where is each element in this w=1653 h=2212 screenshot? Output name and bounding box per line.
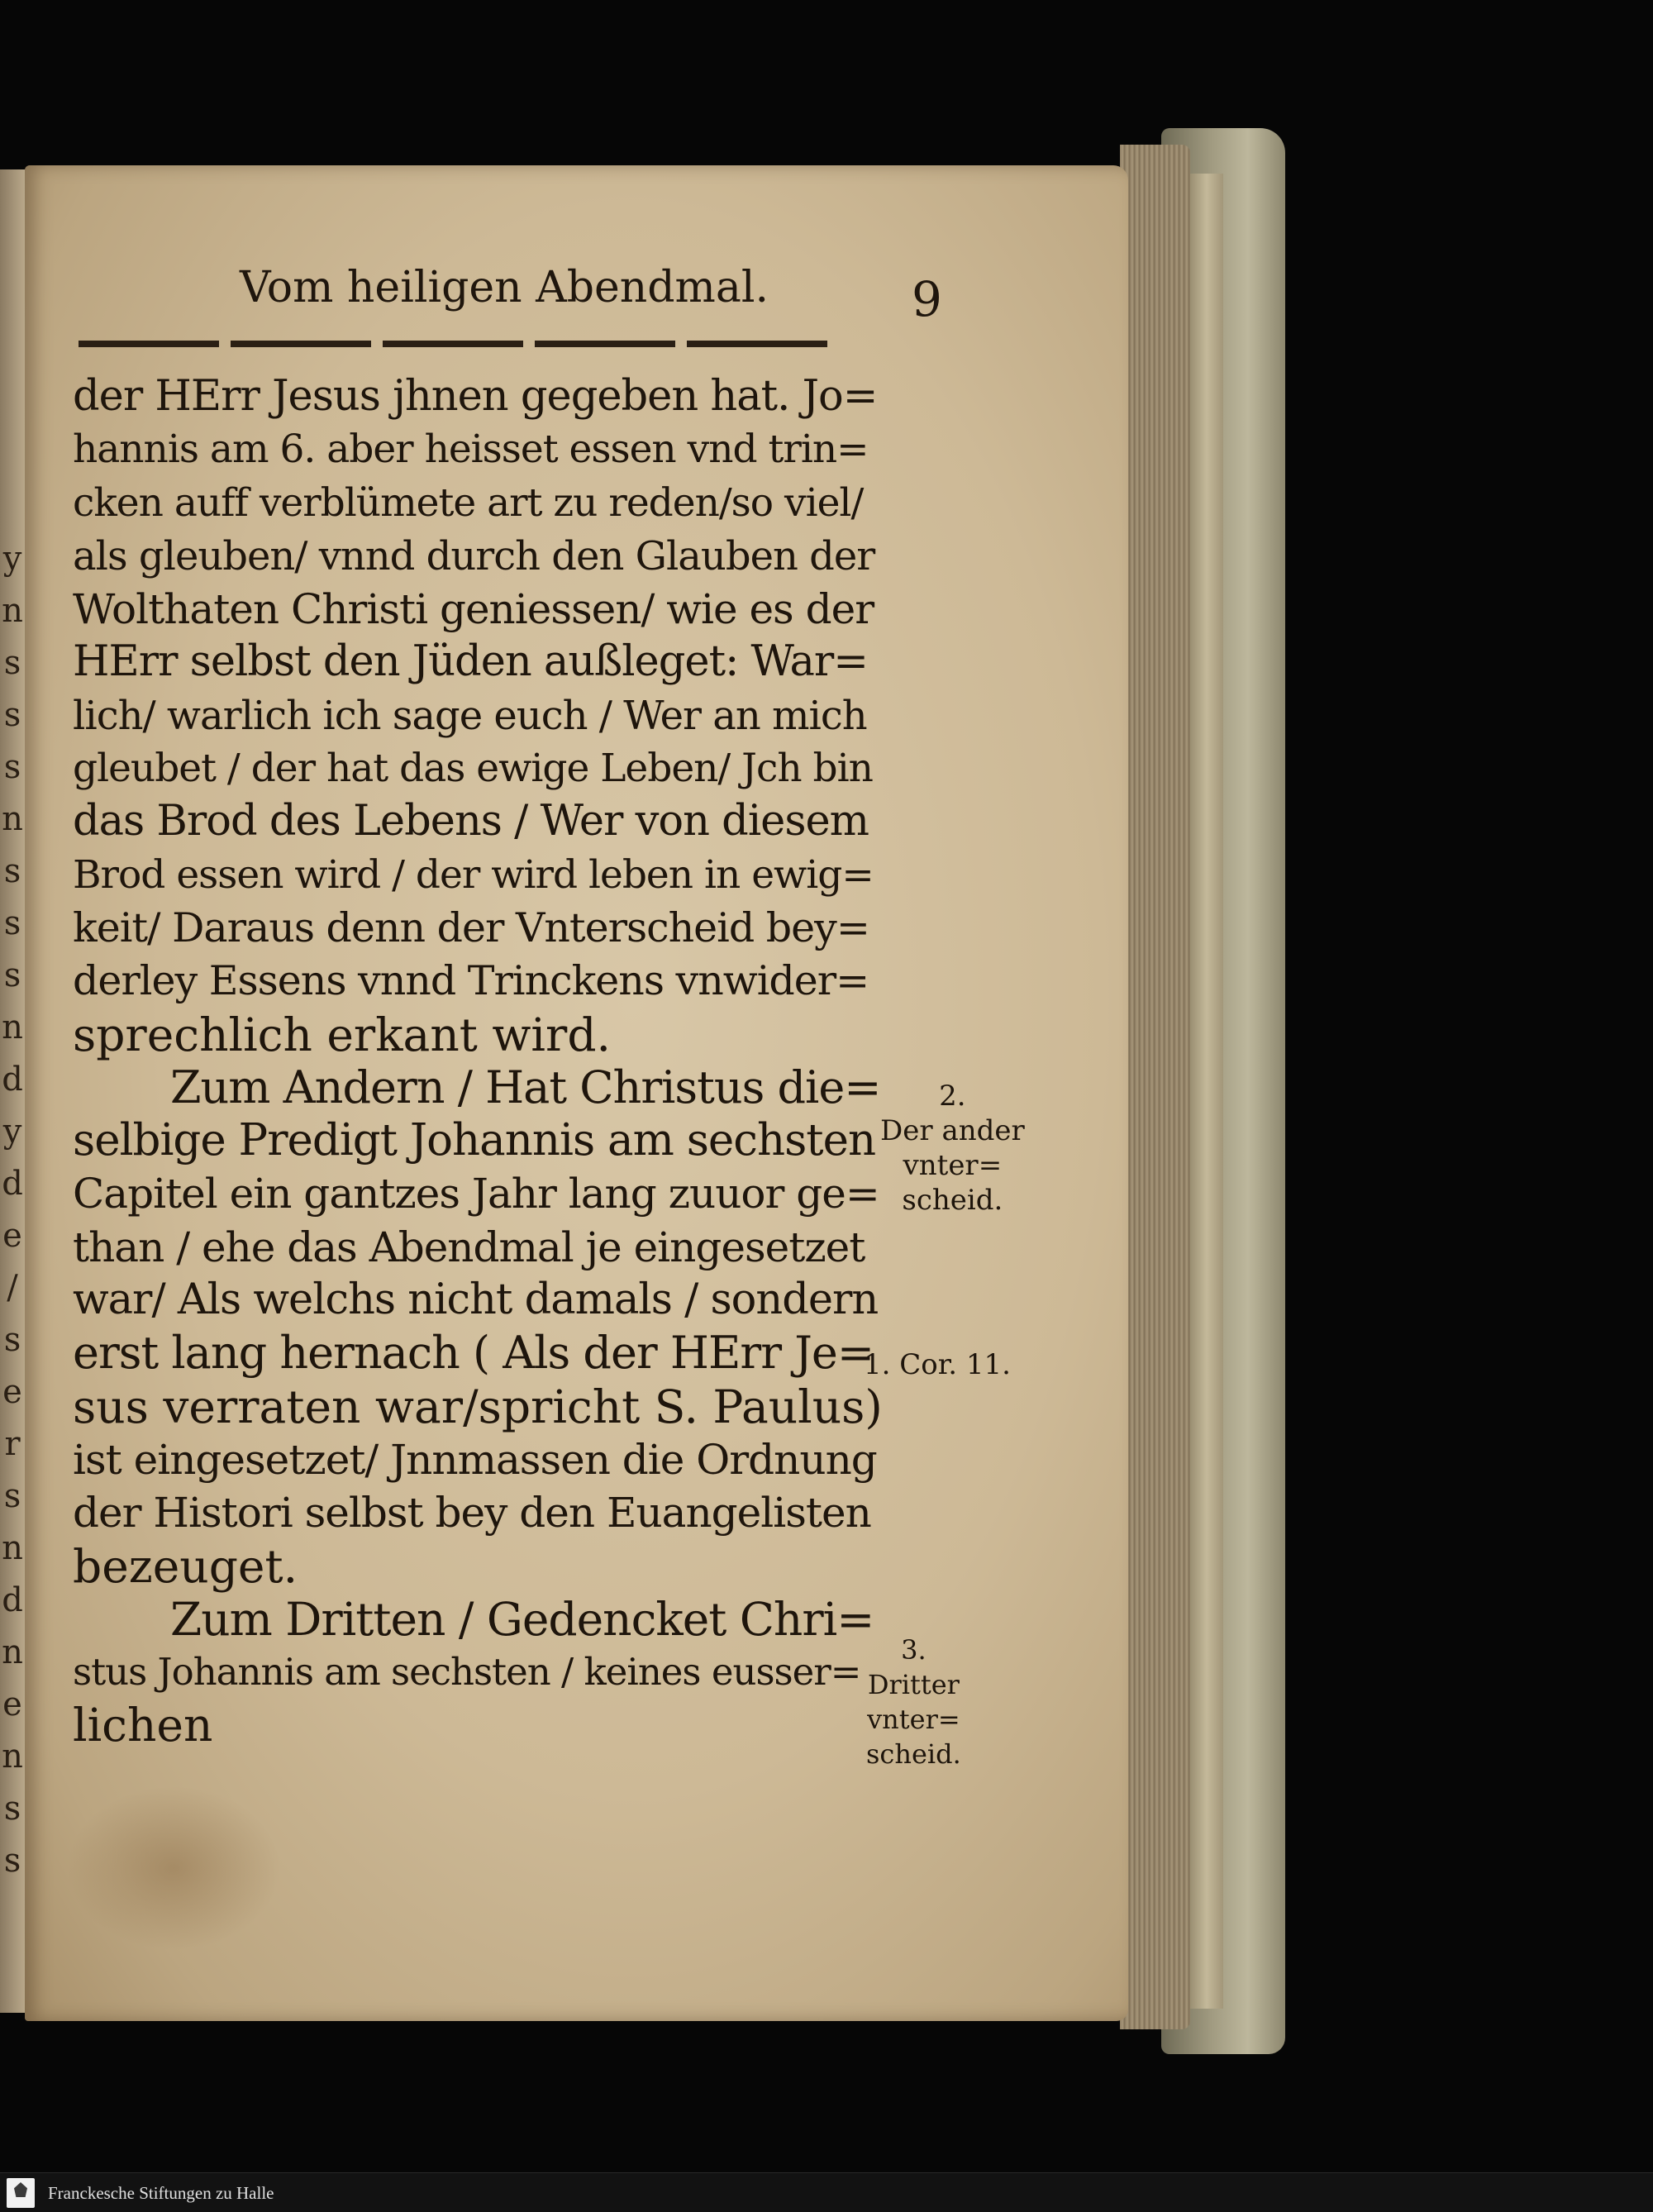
text-line: lichen [73, 1699, 213, 1752]
previous-page-fragment: s [3, 748, 21, 786]
text-line: hannis am 6. aber heisset essen vnd trin= [73, 427, 869, 473]
running-head: Vom heiligen Abendmal. [240, 263, 769, 312]
previous-page-fragment: d [2, 1061, 23, 1099]
text-line: Zum Dritten / Gedencket Chri= [170, 1592, 874, 1646]
previous-page-fragment: / [7, 1269, 18, 1307]
book-spine-strip [1190, 174, 1223, 2009]
previous-page-fragment: s [3, 956, 21, 994]
page-stain [66, 1785, 281, 1951]
text-line: stus Johannis am sechsten / keines eusser= [73, 1650, 861, 1695]
text-line: der HErr Jesus jhnen gegeben hat. Jo= [73, 372, 878, 421]
text-line: sus verraten war/spricht S. Paulus) [73, 1380, 883, 1433]
margin-note-der-ander-unterscheid: 2. Der ander vnter= scheid. [880, 1080, 1025, 1217]
footer-bar [0, 2172, 1653, 2212]
text-line: Brod essen wird / der wird leben in ewig= [73, 851, 874, 898]
text-line: ist eingesetzet/ Jnnmassen die Ordnung [73, 1435, 877, 1484]
page-number: 9 [912, 271, 942, 327]
text-line: der Histori selbst bey den Euangelisten [73, 1489, 871, 1537]
previous-page-fragment: d [2, 1581, 23, 1619]
text-line: derley Essens vnnd Trinckens vnwider= [73, 957, 869, 1005]
previous-page-fragment: e [2, 1217, 22, 1255]
previous-page-fragment: n [2, 1738, 23, 1776]
previous-page-fragment: s [3, 1321, 21, 1359]
text-line: erst lang hernach ( Als der HErr Je= [73, 1327, 874, 1380]
text-line: das Brod des Lebens / Wer von diesem [73, 797, 869, 846]
text-line: lich/ warlich ich sage euch / Wer an mich [73, 692, 867, 739]
margin-note-1-cor-11: 1. Cor. 11. [864, 1348, 1011, 1381]
text-line: sprechlich erkant wird. [73, 1008, 612, 1061]
previous-page-fragment: s [3, 1477, 21, 1515]
previous-page-fragment: n [2, 1633, 23, 1671]
previous-page-fragment: d [2, 1165, 23, 1203]
previous-page-fragment: s [3, 904, 21, 942]
previous-page-fragment: n [2, 1008, 23, 1046]
institution-logo-icon [7, 2178, 35, 2208]
text-line: than / ehe das Abendmal je eingesetzet [73, 1223, 865, 1271]
previous-page-fragment: n [2, 592, 23, 630]
previous-page-fragment: s [3, 1842, 21, 1880]
previous-page-fragment: s [3, 852, 21, 890]
text-line: als gleuben/ vnnd durch den Glauben der [73, 532, 875, 579]
footer-institution-label: Franckesche Stiftungen zu Halle [48, 2183, 274, 2203]
previous-page-fragment: e [2, 1373, 22, 1411]
previous-page-fragment: s [3, 1790, 21, 1828]
previous-page-fragment: r [4, 1425, 21, 1463]
previous-page-edge [0, 169, 25, 2013]
book-fore-edge [1120, 145, 1190, 2029]
previous-page-fragment: s [3, 696, 21, 734]
text-line: cken auff verblümete art zu reden/so viel/ [73, 479, 864, 526]
previous-page-fragment: s [3, 644, 21, 682]
previous-page-fragment: n [2, 1529, 23, 1567]
text-line: bezeuget. [73, 1539, 298, 1593]
previous-page-fragment: y [2, 540, 22, 578]
text-line: Wolthaten Christi geniessen/ wie es der [73, 585, 874, 634]
text-line: HErr selbst den Jüden außleget: War= [73, 637, 868, 687]
previous-page-fragment: y [2, 1113, 22, 1151]
previous-page-fragment: e [2, 1685, 22, 1723]
text-line: gleubet / der hat das ewige Leben/ Jch bin [73, 746, 873, 792]
text-line: war/ Als welchs nicht damals / sondern [73, 1275, 879, 1325]
header-rule [79, 341, 835, 347]
text-line: keit/ Daraus denn der Vnterscheid bey= [73, 903, 869, 951]
text-line: Zum Andern / Hat Christus die= [170, 1061, 881, 1113]
text-line: Capitel ein gantzes Jahr lang zuuor ge= [73, 1170, 879, 1218]
previous-page-fragment: n [2, 800, 23, 838]
page-body-text [73, 370, 883, 1752]
margin-note-dritter-unterscheid: 3. Dritter vnter= scheid. [866, 1634, 961, 1770]
text-line: selbige Predigt Johannis am sechsten [73, 1115, 876, 1166]
previous-page-line-endings [2, 533, 23, 1887]
